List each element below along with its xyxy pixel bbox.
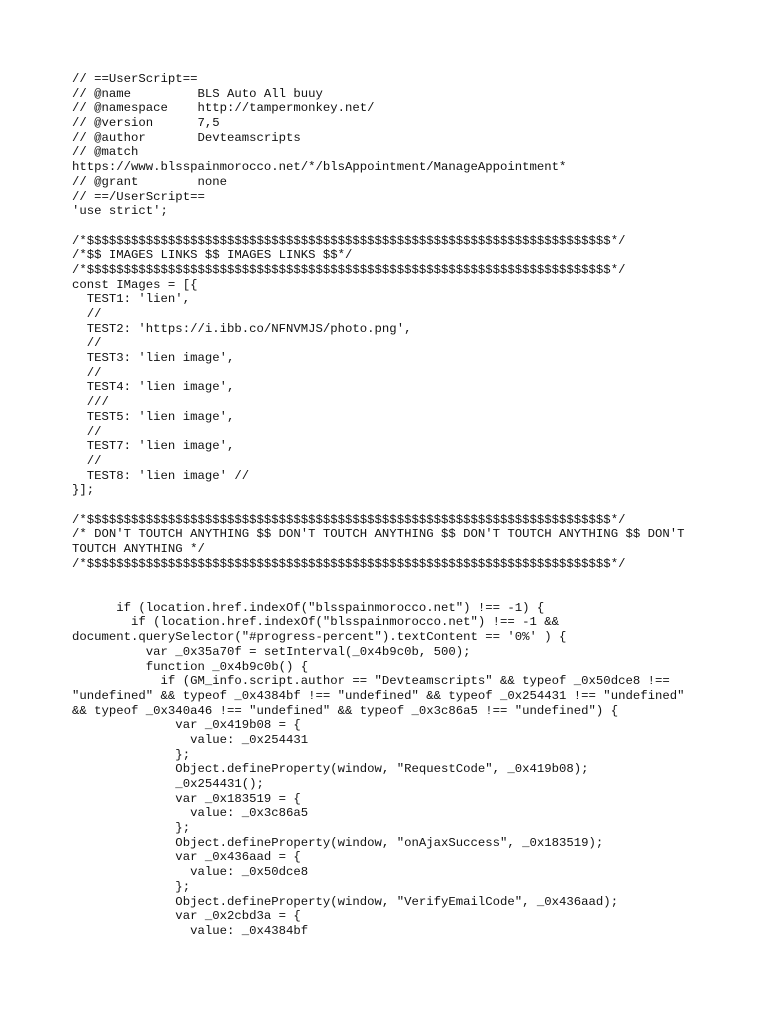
code-line: function _0x4b9c0b() { [72, 659, 309, 674]
code-line: TOUTCH ANYTHING */ [72, 542, 205, 556]
code-line: value: _0x4384bf [72, 923, 309, 938]
code-line: // @match [72, 145, 139, 160]
code-line: /*$$ IMAGES LINKS $$ IMAGES LINKS $$*/ [72, 248, 353, 263]
code-line: // @name BLS Auto All buuy [72, 86, 323, 101]
code-line: // [72, 307, 102, 321]
code-line: // [72, 336, 102, 351]
code-line: var _0x2cbd3a = { [72, 909, 301, 924]
code-line: if (GM_info.script.author == "Devteamscripts" && typeof _0x50dce8 !== [72, 674, 670, 689]
code-line [72, 571, 712, 586]
code-line [72, 219, 712, 234]
code-line: /* DON'T TOUTCH ANYTHING $$ DON'T TOUTCH ANYTHING $$ DON'T TOUTCH ANYTHING $$ DON'T [72, 527, 685, 542]
code-line: var _0x183519 = { [72, 791, 301, 806]
code-line: TEST2: 'https://i.ibb.co/NFNVMJS/photo.png', [72, 321, 412, 336]
code-line: // @version 7,5 [72, 116, 220, 131]
code-line: // @namespace http://tampermonkey.net/ [72, 101, 375, 116]
document-page [72, 72, 712, 939]
code-line: Object.defineProperty(window, "onAjaxSuccess", _0x183519); [72, 835, 604, 850]
code-line: var _0x436aad = { [72, 850, 301, 865]
code-line: TEST8: 'lien image' // [72, 468, 250, 483]
code-line: /*$$$$$$$$$$$$$$$$$$$$$$$$$$$$$$$$$$$$$$$$$$$$$$$$$$$$$$$$$$$$$$$$$$$$$$$*/ [72, 233, 626, 248]
code-line: /*$$$$$$$$$$$$$$$$$$$$$$$$$$$$$$$$$$$$$$$$$$$$$$$$$$$$$$$$$$$$$$$$$$$$$$$*/ [72, 556, 626, 571]
code-line: value: _0x50dce8 [72, 865, 309, 880]
code-line: var _0x419b08 = { [72, 718, 301, 733]
code-line: TEST5: 'lien image', [72, 409, 235, 424]
code-line: }; [72, 879, 191, 894]
code-line: // @grant none [72, 174, 227, 189]
code-line: /// [72, 395, 109, 410]
code-line: // ==UserScript== [72, 72, 198, 86]
code-line [72, 498, 712, 513]
code-line: /*$$$$$$$$$$$$$$$$$$$$$$$$$$$$$$$$$$$$$$$$$$$$$$$$$$$$$$$$$$$$$$$$$$$$$$$*/ [72, 512, 626, 527]
code-line: _0x254431(); [72, 777, 264, 791]
code-line: }; [72, 821, 191, 836]
code-line: // @author Devteamscripts [72, 130, 301, 145]
code-line: }; [72, 747, 191, 762]
code-line: if (location.href.indexOf("blsspainmorocco.net") !== -1 && [72, 615, 560, 630]
code-line: && typeof _0x340a46 !== "undefined" && typeof _0x3c86a5 !== "undefined") { [72, 703, 619, 718]
code-line [72, 586, 712, 601]
code-line: // [72, 365, 102, 380]
code-line: TEST4: 'lien image', [72, 380, 235, 395]
code-line: // [72, 453, 102, 468]
code-line: /*$$$$$$$$$$$$$$$$$$$$$$$$$$$$$$$$$$$$$$$$$$$$$$$$$$$$$$$$$$$$$$$$$$$$$$$*/ [72, 262, 626, 277]
code-line: https://www.blsspainmorocco.net/*/blsAppointment/ManageAppointment* [72, 160, 567, 175]
code-line: 'use strict'; [72, 204, 168, 219]
code-line: // [72, 424, 102, 439]
code-line: if (location.href.indexOf("blsspainmorocco.net") !== -1) { [72, 600, 545, 615]
code-line: value: _0x3c86a5 [72, 806, 309, 821]
code-line: const IMages = [{ [72, 277, 198, 292]
code-line: TEST7: 'lien image', [72, 439, 235, 454]
code-line: TEST1: 'lien', [72, 292, 191, 307]
code-line: "undefined" && typeof _0x4384bf !== "undefined" && typeof _0x254431 !== "undefined" [72, 688, 685, 703]
code-line: value: _0x254431 [72, 732, 309, 747]
code-line: }]; [72, 483, 95, 498]
code-block [72, 72, 712, 939]
code-line: // ==/UserScript== [72, 189, 205, 204]
code-line: Object.defineProperty(window, "VerifyEmailCode", _0x436aad); [72, 894, 619, 909]
code-line: TEST3: 'lien image', [72, 351, 235, 366]
code-line: document.querySelector("#progress-percent").textContent == '0%' ) { [72, 630, 567, 645]
code-line: Object.defineProperty(window, "RequestCode", _0x419b08); [72, 762, 589, 777]
code-line: var _0x35a70f = setInterval(_0x4b9c0b, 500); [72, 644, 471, 659]
